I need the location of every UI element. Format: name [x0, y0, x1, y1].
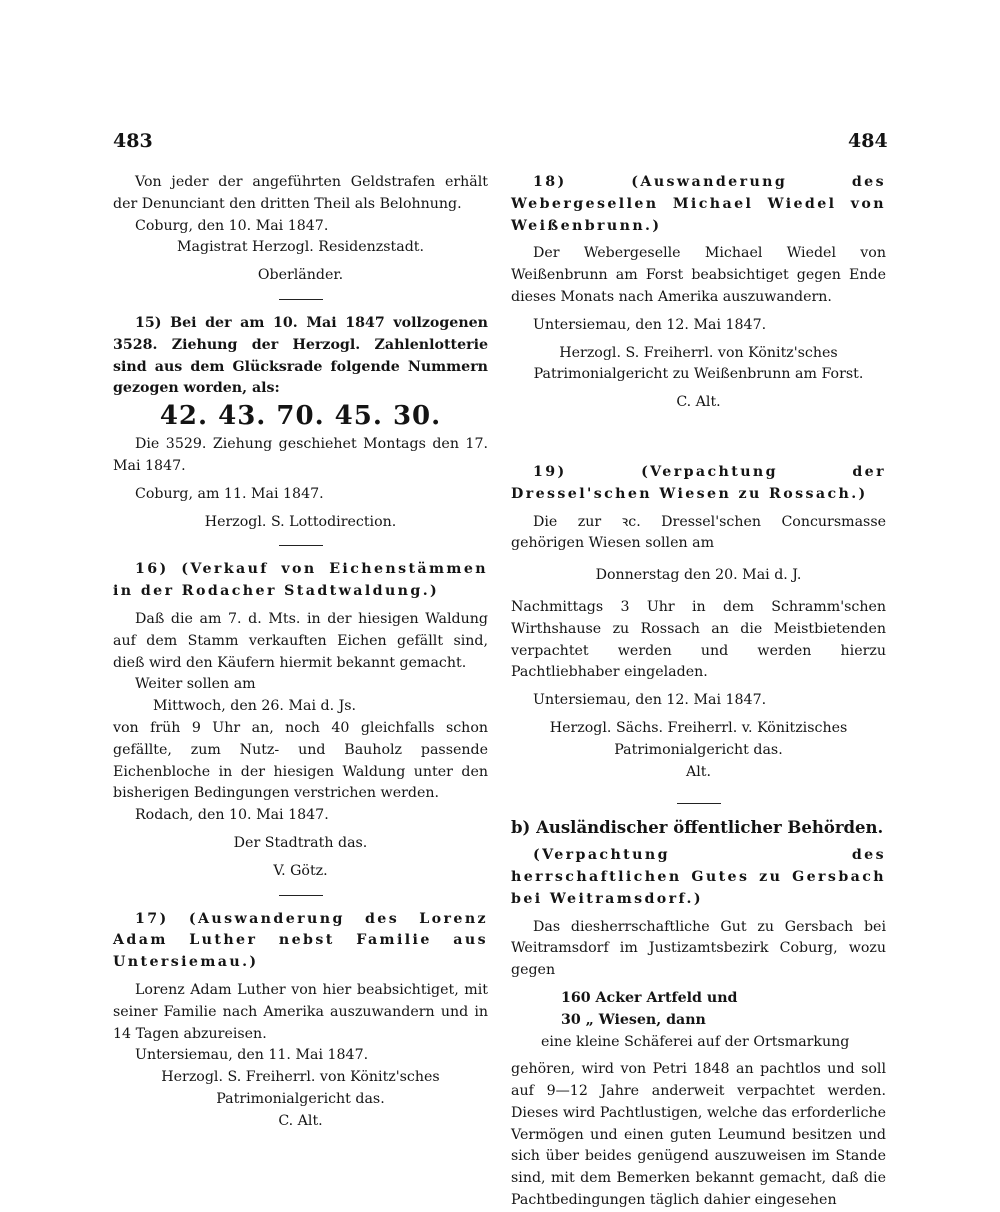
section-17-signature-authority: Herzogl. S. Freiherrl. von Könitz'sches Patrimonialgericht das. — [161, 1069, 440, 1107]
subsection-b-title: (Verpachtung des herrschaftlichen Gutes zu Gersbach bei Weitramsdorf.) — [511, 847, 886, 907]
section-16-paragraph-1: Daß die am 7. d. Mts. in der hiesigen Waldung auf dem Stamm verkauften Eichen gefällt sind, dieß wird den Käufern hiermit bekannt gemacht. — [113, 610, 488, 671]
page-number-right: 484 — [848, 130, 888, 152]
section-19-signature-name: Alt. — [686, 763, 711, 780]
section-16-date: Rodach, den 10. Mai 1847. — [135, 807, 329, 824]
section-15-text: 15) Bei der am 10. Mai 1847 vollzogenen 3528. Ziehung der Herzogl. Zahlenlotterie sind aus dem Glücksrade folgende Nummern gezogen worden, als: — [113, 314, 488, 397]
section-19-date: Untersiemau, den 12. Mai 1847. — [533, 692, 767, 709]
section-15-date: Coburg, am 11. Mai 1847. — [135, 485, 324, 502]
right-column — [511, 172, 886, 1212]
subsection-heading: b) Ausländischer öffentlicher Behörden. — [511, 818, 884, 838]
left-column — [113, 172, 488, 1132]
estate-list-item-2: 30 „ Wiesen, dann — [561, 1011, 706, 1028]
subsection-b-paragraph-1: Das diesherrschaftliche Gut zu Gersbach bei Weitramsdorf im Justizamtsbezirk Coburg, wozu gegen — [511, 918, 886, 979]
section-19-date-line: Donnerstag den 20. Mai d. J. — [595, 567, 802, 584]
section-18-date: Untersiemau, den 12. Mai 1847. — [533, 316, 767, 333]
subsection-b-paragraph-2: gehören, wird von Petri 1848 an pachtlos und soll auf 9—12 Jahre anderweit verpachtet werden. Dieses wird Pachtlustigen, welche das erforderliche Vermögen und einen guten Leumund besitzen und sich über beides genügend auszuweisen im Stande sind, mit dem Bemerken bekannt gemacht, daß die Pachtbedingungen täglich dahier eingesehen — [511, 1061, 886, 1209]
section-19-title: 19) (Verpachtung der Dressel'schen Wiesen zu Rossach.) — [511, 463, 886, 502]
section-15-next-draw: Die 3529. Ziehung geschiehet Montags den 17. Mai 1847. — [113, 436, 488, 474]
intro-date: Coburg, den 10. Mai 1847. — [135, 217, 329, 234]
section-17-title: 17) (Auswanderung des Lorenz Adam Luther nebst Familie aus Untersiemau.) — [113, 910, 488, 971]
estate-list-item-3: eine kleine Schäferei auf der Ortsmarkung — [541, 1033, 850, 1050]
section-17-text: Lorenz Adam Luther von hier beabsichtiget, mit seiner Familie nach Amerika auszuwandern und in 14 Tagen abzureisen. — [113, 981, 488, 1042]
page-number-left: 483 — [113, 130, 153, 152]
intro-signature-name: Oberländer. — [257, 267, 344, 284]
lottery-numbers: 42. 43. 70. 45. 30. — [159, 401, 442, 432]
section-17-signature-name: C. Alt. — [278, 1112, 323, 1129]
section-18-title: 18) (Auswanderung des Webergesellen Michael Wiedel von Weißenbrunn.) — [511, 174, 886, 234]
section-divider — [279, 299, 323, 300]
section-16-date-line: Mittwoch, den 26. Mai d. Js. — [153, 698, 357, 715]
estate-list-item-1: 160 Acker Artfeld und — [561, 989, 738, 1006]
section-17-date: Untersiemau, den 11. Mai 1847. — [135, 1047, 369, 1064]
section-18-text: Der Webergeselle Michael Wiedel von Weißenbrunn am Forst beabsichtiget gegen Ende dieses Monats nach Amerika auszuwandern. — [511, 245, 886, 305]
section-19-paragraph-1: Die zur ꝛc. Dressel'schen Concursmasse gehörigen Wiesen sollen am — [511, 513, 886, 552]
section-18-signature-name: C. Alt. — [676, 394, 721, 411]
section-16-signature-name: V. Götz. — [273, 862, 328, 879]
intro-paragraph: Von jeder der angeführten Geldstrafen erhält der Denunciant den dritten Theil als Belohnung. — [113, 174, 488, 212]
section-16-signature-authority: Der Stadtrath das. — [233, 834, 368, 851]
section-19-signature-authority: Herzogl. Sächs. Freiherrl. v. Könitzisches Patrimonialgericht das. — [549, 719, 848, 758]
section-16-paragraph-2: Weiter sollen am — [135, 676, 256, 693]
section-divider — [279, 895, 323, 896]
section-19-paragraph-2: Nachmittags 3 Uhr in dem Schramm'schen Wirthshause zu Rossach an die Meistbietenden verpachtet werden und werden hierzu Pachtliebhaber eingeladen. — [511, 598, 886, 681]
section-16-title: 16) (Verkauf von Eichenstämmen in der Rodacher Stadtwaldung.) — [113, 561, 488, 600]
section-divider — [677, 803, 721, 804]
section-18-signature-authority: Herzogl. S. Freiherrl. von Könitz'sches Patrimonialgericht zu Weißenbrunn am Forst. — [533, 344, 864, 383]
intro-signature-authority: Magistrat Herzogl. Residenzstadt. — [177, 239, 424, 256]
section-16-paragraph-3: von früh 9 Uhr an, noch 40 gleichfalls schon gefällte, zum Nutz- und Bauholz passende Eichenbloche in der hiesigen Waldung unter den bisherigen Bedingungen verstrichen werden. — [113, 719, 488, 802]
section-divider — [279, 545, 323, 546]
section-15-signature: Herzogl. S. Lottodirection. — [204, 513, 397, 530]
